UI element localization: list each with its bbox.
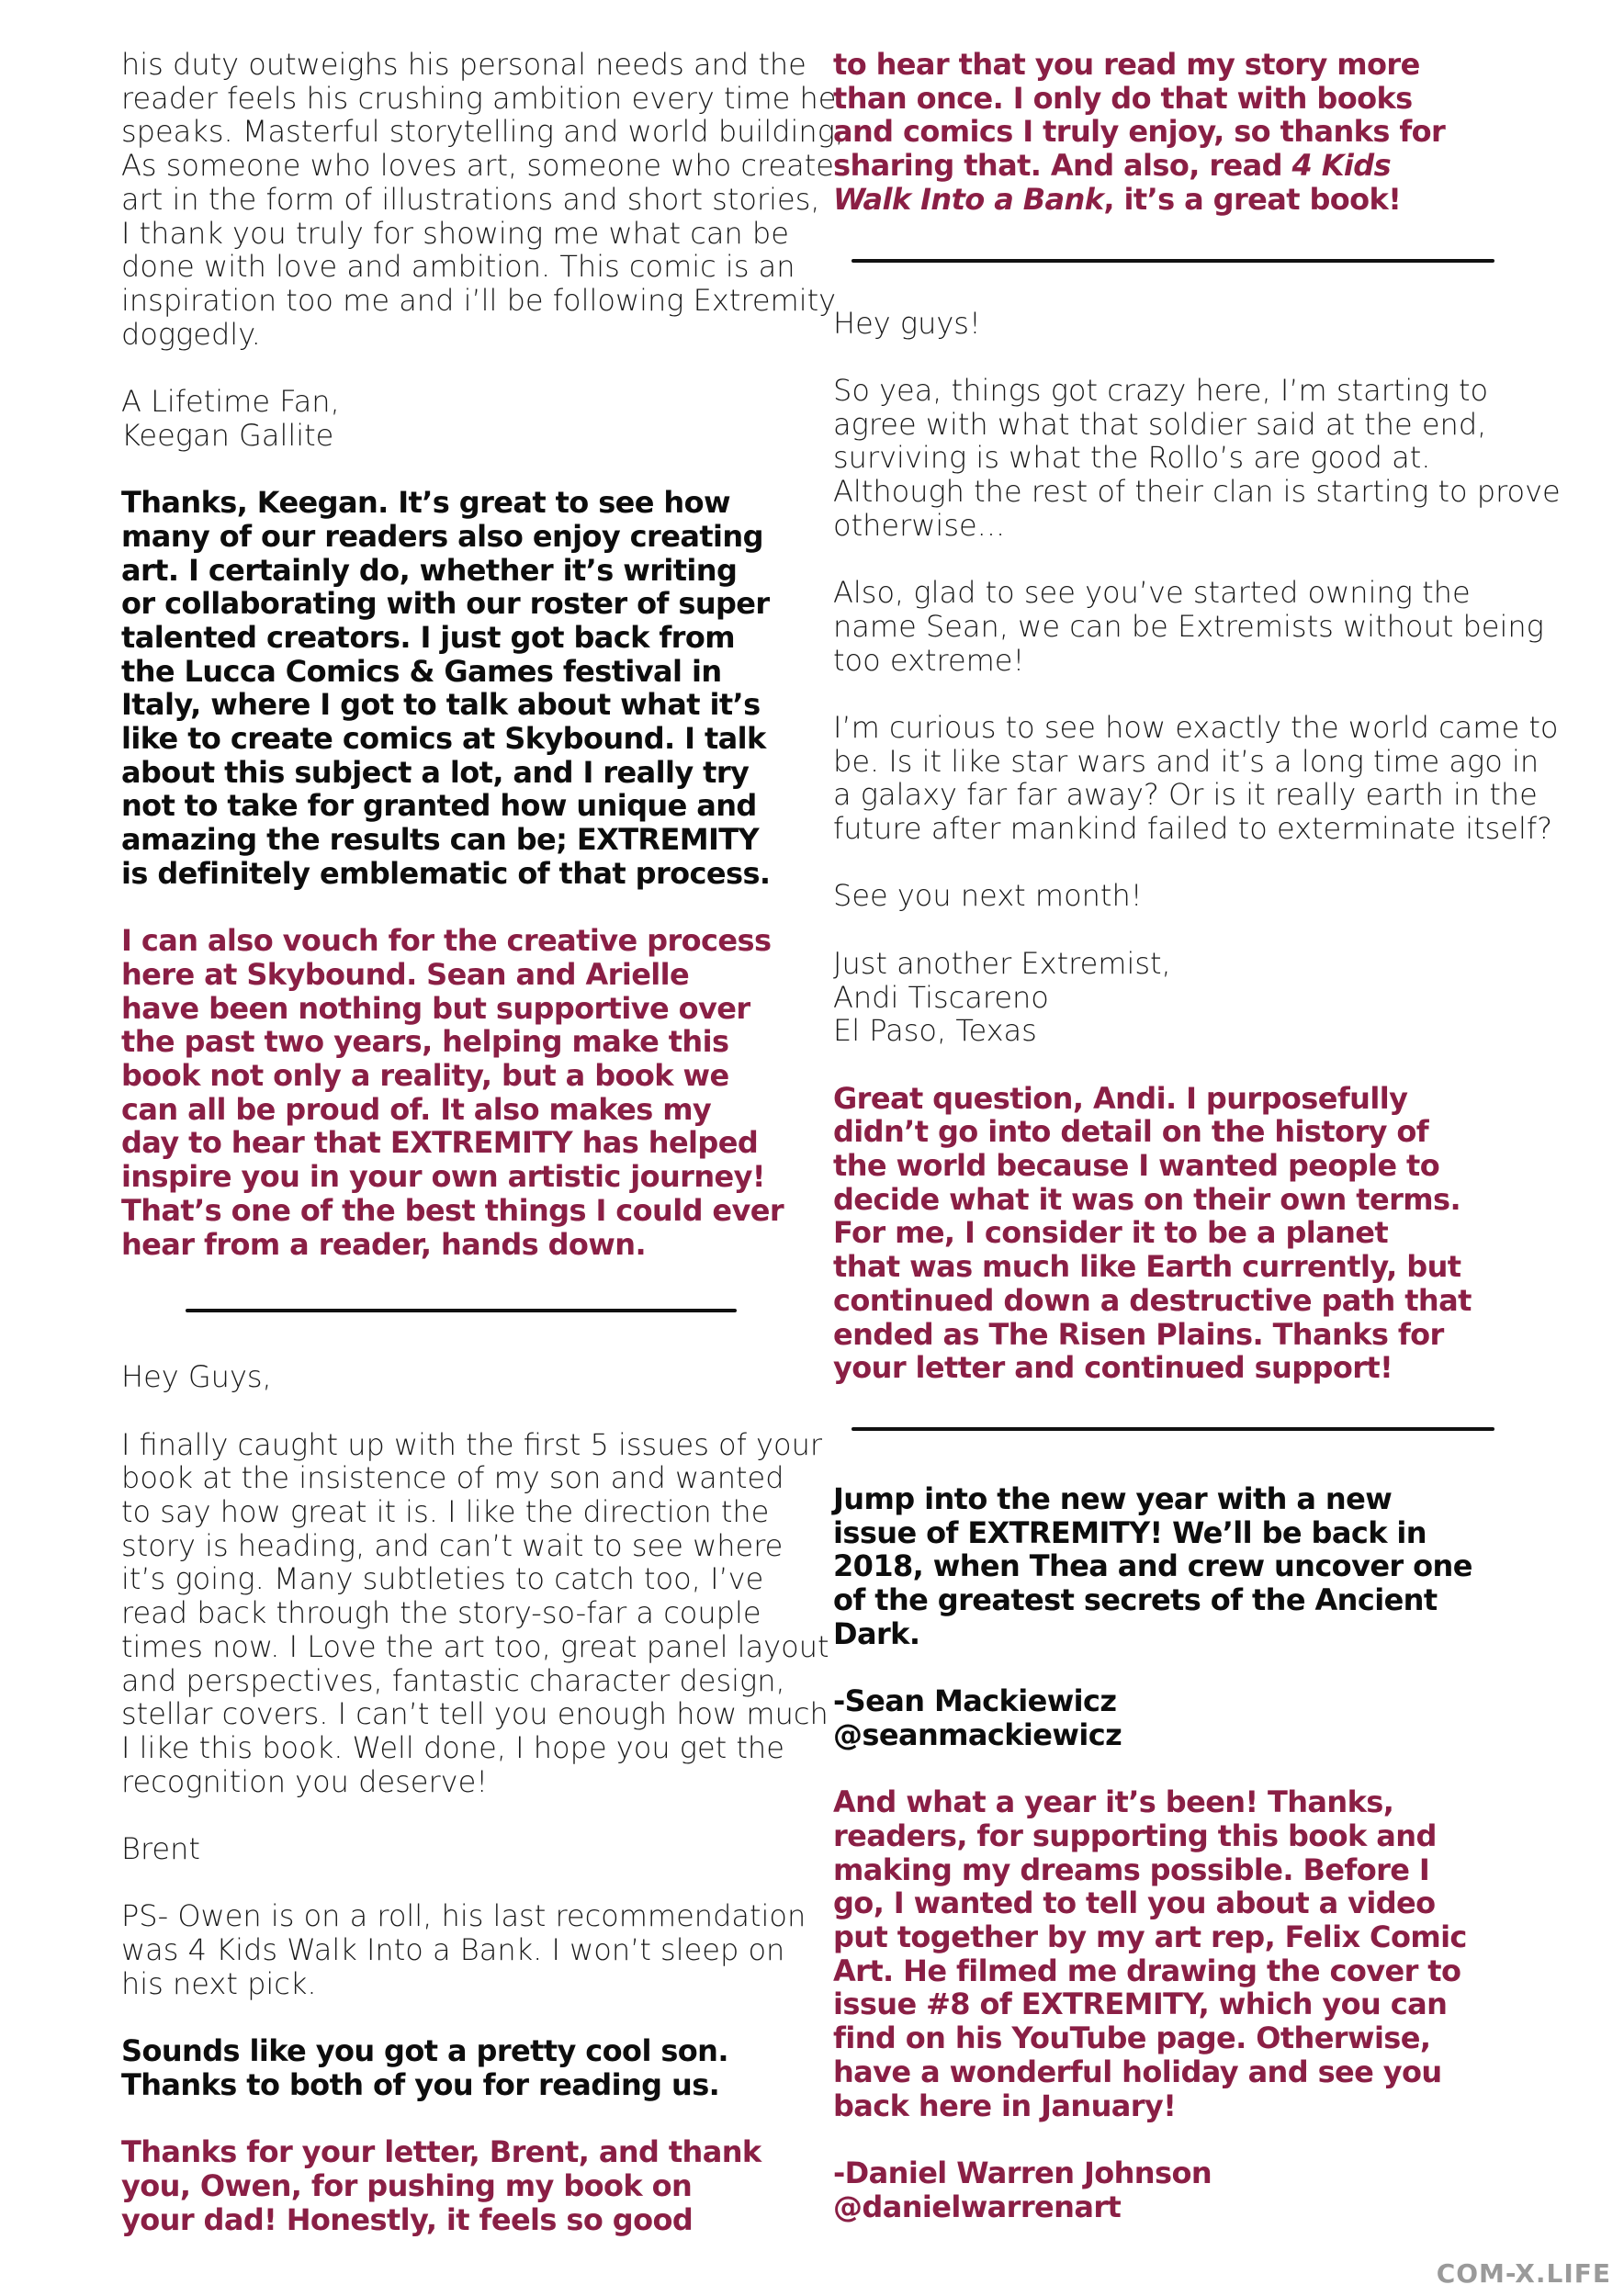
- text-line: speaks. Masterful storytelling and world building,: [121, 114, 845, 150]
- text-line: Dark.: [833, 1615, 920, 1651]
- text-line: your dad! Honestly, it feels so good: [121, 2201, 694, 2237]
- text-line: Also, glad to see you’ve started owning the: [833, 575, 1471, 611]
- keegan-signoff: [121, 385, 801, 452]
- text-line: to hear that you read my story more: [833, 47, 1420, 82]
- text-line: your letter and continued support!: [833, 1350, 1393, 1386]
- daniel-reply-brent-start: [121, 2135, 801, 2236]
- daniel-reply-keegan: [121, 924, 801, 1261]
- daniel-reply-andi: [833, 1082, 1513, 1385]
- text-line: 2018, when Thea and crew uncover one: [833, 1548, 1472, 1584]
- brent-ps: [121, 1898, 806, 2001]
- brent-greeting: [121, 1360, 801, 1394]
- text-line: Hey guys!: [833, 305, 981, 341]
- text-line: Art. He filmed me drawing the cover to: [833, 1953, 1461, 1988]
- text-line: issue of EXTREMITY! We’ll be back in: [833, 1514, 1427, 1550]
- text-fragment: , it’s a great book!: [1103, 181, 1402, 217]
- text-line: doggedly.: [121, 316, 261, 352]
- text-line: his duty outweighs his personal needs and the: [121, 47, 806, 82]
- text-line: many of our readers also enjoy creating: [121, 518, 763, 554]
- text-line: As someone who loves art, someone who creates: [121, 148, 850, 184]
- sean-reply-brent: [121, 2034, 801, 2101]
- text-line: find on his YouTube page. Otherwise,: [833, 2020, 1431, 2056]
- andi-para-2: [833, 575, 1544, 678]
- text-line: book not only a reality, but a book we: [121, 1058, 729, 1094]
- text-line: inspire you in your own artistic journey!: [121, 1159, 765, 1195]
- text-line: -Daniel Warren Johnson: [833, 2155, 1212, 2190]
- text-line: For me, I consider it to be a planet: [833, 1215, 1389, 1251]
- book-title: Walk Into a Bank: [833, 181, 1104, 217]
- text-line: day to hear that EXTREMITY has helped: [121, 1125, 759, 1161]
- text-line: A Lifetime Fan,: [121, 384, 340, 420]
- text-line: the past two years, helping make this: [121, 1024, 729, 1060]
- text-line: have a wonderful holiday and see you: [833, 2054, 1442, 2089]
- text-line: reader feels his crushing ambition every time he: [121, 80, 837, 116]
- text-line: making my dreams possible. Before I: [833, 1851, 1430, 1887]
- text-line: I’m curious to see how exactly the world came to: [833, 709, 1559, 745]
- text-line: or collaborating with our roster of super: [121, 586, 770, 622]
- text-line: @seanmackiewicz: [833, 1716, 1122, 1752]
- text-line: Hey Guys,: [121, 1359, 272, 1395]
- text-line: So yea, things got crazy here, I’m starting to: [833, 372, 1489, 408]
- text-line: about this subject a lot, and I really try: [121, 754, 750, 790]
- text-line: I can also vouch for the creative process: [121, 923, 772, 959]
- text-line: his next pick.: [121, 1965, 317, 2001]
- sean-closing: [833, 1482, 1513, 1651]
- text-line: Italy, where I got to talk about what it’s: [121, 687, 761, 723]
- daniel-signature: [833, 2156, 1513, 2223]
- text-line: done with love and ambition. This comic is an: [121, 249, 795, 285]
- andi-para-1: [833, 372, 1561, 543]
- text-line: otherwise...: [833, 507, 1006, 543]
- text-line: inspiration too me and i’ll be following Extremity: [121, 282, 837, 318]
- text-line: have been nothing but supportive over: [121, 990, 750, 1026]
- text-line: is definitely emblematic of that process.: [121, 855, 771, 891]
- text-line: art in the form of illustrations and short stories,: [121, 181, 820, 217]
- text-line: and comics I truly enjoy, so thanks for: [833, 114, 1446, 150]
- text-line: that was much like Earth currently, but: [833, 1249, 1461, 1285]
- keegan-letter-end: [121, 47, 850, 352]
- text-line: story is heading, and can’t wait to see where: [121, 1527, 784, 1563]
- text-line: agree with what that soldier said at the end,: [833, 406, 1487, 442]
- text-line: recognition you deserve!: [121, 1763, 489, 1799]
- text-line: surviving is what the Rollo’s are good at.: [833, 440, 1431, 476]
- brent-signoff: [121, 1832, 801, 1866]
- text-line: [833, 149, 1513, 183]
- text-line: I finally caught up with the first 5 issues of your: [121, 1426, 822, 1462]
- text-line: @danielwarrenart: [833, 2189, 1122, 2224]
- daniel-closing: [833, 1785, 1513, 2122]
- text-line: a galaxy far far away? Or is it really earth in the: [833, 777, 1538, 813]
- text-line: I thank you truly for showing me what can be: [121, 215, 789, 251]
- text-line: read back through the story-so-far a couple: [121, 1595, 761, 1631]
- text-line: Jump into the new year with a new: [833, 1480, 1393, 1516]
- text-line: can all be proud of. It also makes my: [121, 1091, 712, 1127]
- text-line: be. Is it like star wars and it’s a long time ago in: [833, 743, 1539, 779]
- text-line: talented creators. I just got back from: [121, 619, 735, 655]
- text-line: amazing the results can be; EXTREMITY: [121, 822, 760, 858]
- text-line: to say how great it is. I like the direction the: [121, 1494, 770, 1530]
- text-line: readers, for supporting this book and: [833, 1818, 1437, 1853]
- andi-signoff: [833, 947, 1513, 1048]
- text-line: See you next month!: [833, 878, 1143, 914]
- andi-para-4: [833, 879, 1513, 913]
- text-line: issue #8 of EXTREMITY, which you can: [833, 1986, 1448, 2022]
- text-line: didn’t go into detail on the history of: [833, 1114, 1429, 1150]
- text-line: And what a year it’s been! Thanks,: [833, 1784, 1394, 1820]
- andi-para-3: [833, 709, 1559, 847]
- text-line: of the greatest secrets of the Ancient: [833, 1582, 1438, 1618]
- text-line: go, I wanted to tell you about a video: [833, 1885, 1436, 1921]
- text-line: here at Skybound. Sean and Arielle: [121, 956, 690, 992]
- text-line: PS- Owen is on a roll, his last recommendation: [121, 1898, 806, 1934]
- text-line: El Paso, Texas: [833, 1013, 1037, 1049]
- daniel-reply-brent-end: [833, 48, 1513, 217]
- text-line: decide what it was on their own terms.: [833, 1181, 1460, 1217]
- text-line: Keegan Gallite: [121, 417, 334, 453]
- text-line: Just another Extremist,: [833, 945, 1171, 981]
- text-line: back here in January!: [833, 2088, 1177, 2123]
- text-line: the Lucca Comics & Games festival in: [121, 653, 722, 689]
- text-line: I like this book. Well done, I hope you get the: [121, 1729, 784, 1765]
- text-line: ended as The Risen Plains. Thanks for: [833, 1316, 1444, 1352]
- left-column: [121, 47, 850, 2237]
- text-line: like to create comics at Skybound. I talk: [121, 721, 766, 757]
- text-line: Sounds like you got a pretty cool son.: [121, 2033, 728, 2069]
- text-line: future after mankind failed to exterminate itself?: [833, 811, 1553, 847]
- text-line: you, Owen, for pushing my book on: [121, 2168, 693, 2204]
- text-line: -Sean Mackiewicz: [833, 1683, 1117, 1719]
- andi-greeting: [833, 307, 1513, 341]
- sean-reply-keegan: [121, 486, 801, 890]
- text-line: and perspectives, fantastic character design,: [121, 1662, 785, 1698]
- right-column: [833, 47, 1561, 2224]
- text-line: That’s one of the best things I could ever: [121, 1192, 784, 1228]
- text-line: it’s going. Many subtleties to catch too, I’ve: [121, 1561, 764, 1597]
- text-line: Great question, Andi. I purposefully: [833, 1080, 1408, 1116]
- text-line: Brent: [121, 1831, 200, 1867]
- text-line: times now. I Love the art too, great panel layout: [121, 1628, 829, 1664]
- text-fragment: sharing that. And also, read: [833, 148, 1292, 184]
- text-line: name Sean, we can be Extremists without being: [833, 608, 1544, 644]
- text-line: Thanks to both of you for reading us.: [121, 2066, 720, 2102]
- text-line: hear from a reader, hands down.: [121, 1226, 647, 1262]
- text-line: the world because I wanted people to: [833, 1148, 1440, 1183]
- text-line: continued down a destructive path that: [833, 1282, 1472, 1318]
- text-line: was 4 Kids Walk Into a Bank. I won’t sleep on: [121, 1932, 785, 1968]
- text-line: stellar covers. I can’t tell you enough how much: [121, 1696, 829, 1732]
- text-line: art. I certainly do, whether it’s writing: [121, 552, 738, 588]
- book-title: 4 Kids: [1291, 148, 1392, 184]
- text-line: too extreme!: [833, 642, 1025, 678]
- text-line: Although the rest of their clan is starting to prove: [833, 474, 1561, 510]
- site-watermark: COM-X.LIFE: [1436, 2258, 1611, 2289]
- sean-signature: [833, 1684, 1513, 1751]
- text-line: Andi Tiscareno: [833, 979, 1049, 1015]
- text-line: [833, 183, 1513, 217]
- text-line: Thanks for your letter, Brent, and thank: [121, 2134, 761, 2170]
- text-line: not to take for granted how unique and: [121, 788, 757, 824]
- text-line: put together by my art rep, Felix Comic: [833, 1919, 1467, 1955]
- text-line: Thanks, Keegan. It’s great to see how: [121, 485, 730, 521]
- brent-letter: [121, 1426, 829, 1799]
- text-line: book at the insistence of my son and wanted: [121, 1460, 784, 1496]
- text-line: than once. I only do that with books: [833, 80, 1413, 116]
